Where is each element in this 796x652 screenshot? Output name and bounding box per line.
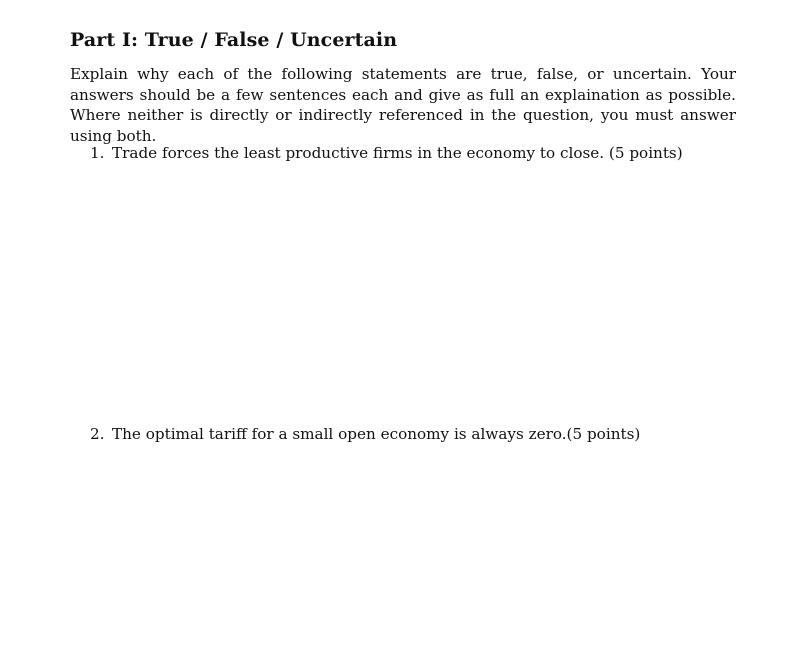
question-item — [90, 143, 736, 163]
section-title: Part I: True / False / Uncertain — [70, 29, 398, 51]
instructions-paragraph: Explain why each of the following statements are true, false, or uncertain. Your answers should be a few sentences each and give as full an explaination as possible. Where neither is directly or indirectly referenced in the question, you must answer using both. — [70, 65, 736, 145]
question-item — [90, 424, 736, 444]
question-number: 1. — [90, 144, 105, 162]
question-text: Trade forces the least productive firms in the economy to close. (5 points) — [112, 144, 683, 162]
question-number: 2. — [90, 425, 105, 443]
exam-page — [70, 28, 736, 443]
question-text: The optimal tariff for a small open economy is always zero.(5 points) — [112, 425, 641, 443]
